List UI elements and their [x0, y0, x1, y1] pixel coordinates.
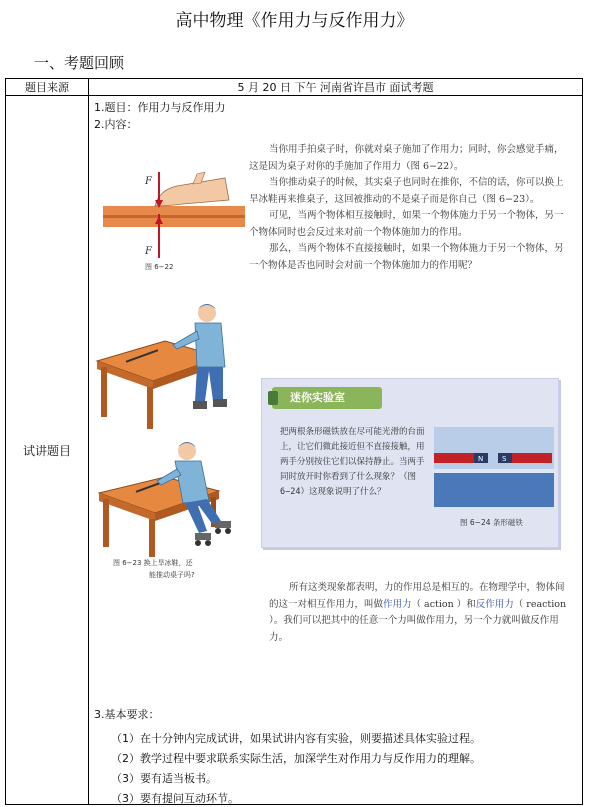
- conclusion-part-3: （ reaction ）。我们可以把其中的任意一个力叫做作用力，另一个力就叫做反作用力。: [269, 598, 567, 643]
- mini-lab-text: 把两根条形磁铁放在尽可能光滑的台面上，让它们微此接近但不直接接触，用两手分别按住它们以保持静止。当两手同时放开时你看到了什么现象？（图 6−24）这现象说明了什么？: [280, 427, 425, 497]
- bar-magnets-illustration: [434, 427, 554, 507]
- requirement-3: （3）要有适当板书。: [111, 772, 217, 785]
- mini-lab-icon: [268, 391, 278, 405]
- paragraph-3: 可见，当两个物体相互接触时，如果一个物体施力于另一个物体，另一个物体同时也会反过来对前一个物体施加力的作用。: [249, 210, 564, 238]
- header-source-value: 5 月 20 日 下午 河南省许昌市 面试考题: [89, 79, 583, 96]
- figure-6-23-skates-bottom: [95, 441, 245, 559]
- textbook-paragraphs: [249, 142, 569, 274]
- figure-6-22: [97, 156, 245, 276]
- requirement-2: （2）教学过程中要求联系实际生活，加深学生对作用力与反作用力的理解。: [111, 752, 481, 765]
- figure-6-22-caption: 图 6−22: [145, 263, 174, 271]
- figure-6-24: [434, 427, 554, 507]
- term-reaction: 反作用力: [475, 598, 514, 610]
- paragraph-1: 当你用手拍桌子时，你就对桌子施加了作用力；同时，你会感觉手痛，这是因为桌子对你的手施加了作用力（图 6−22）。: [249, 144, 564, 172]
- term-action: 作用力: [383, 598, 412, 610]
- document-title: 高中物理《作用力与反作用力》: [175, 11, 414, 31]
- item-2-content-label: 2.内容：: [94, 118, 138, 131]
- requirement-1: （1）在十分钟内完成试讲，如果试讲内容有实验，则要描述具体实验过程。: [111, 732, 481, 745]
- figure-6-23-push-top: [95, 301, 245, 431]
- paragraph-4: 那么，当两个物体不直接接触时，如果一个物体施力于另一个物体，另一个物体是否也同时会对前一个物体施加力的作用呢？: [249, 243, 564, 271]
- table-content-row: [6, 96, 583, 805]
- force-label-top: F: [145, 176, 152, 187]
- boy-on-skates-illustration: [95, 441, 245, 559]
- item-1-title: 1.题目：作用力与反作用力: [94, 101, 226, 114]
- header-source-label: 题目来源: [6, 79, 89, 96]
- magnet-north-label: N: [478, 455, 484, 463]
- mini-lab-title: 迷你实验室: [272, 387, 382, 409]
- mini-lab-box: [261, 378, 559, 548]
- item-3-requirements-label: 3.基本要求：: [94, 708, 160, 721]
- boy-pushing-table-illustration: [95, 301, 245, 431]
- row-label-topic: 试讲题目: [6, 96, 89, 805]
- conclusion-part-2: （ action ）和: [411, 598, 476, 610]
- hand-on-board-illustration: [97, 156, 245, 276]
- magnet-south-label: S: [502, 455, 507, 463]
- section-heading: 一、考题回顾: [34, 54, 125, 72]
- conclusion-part-1: 所有这类现象都表明，力的作用总是相互的。在物理学中，物体间的这一对相互作用力，叫做: [269, 582, 565, 610]
- figure-6-23-caption-line1: 图 6−23 换上旱冰鞋，还: [113, 559, 193, 567]
- figure-6-23-caption-line2: 能推动桌子吗?: [149, 571, 195, 579]
- exam-table: [5, 78, 583, 805]
- content-cell: [89, 96, 583, 805]
- table-header-row: [6, 79, 583, 96]
- force-label-bottom: F: [145, 246, 152, 257]
- requirement-4: （3）要有提问互动环节。: [111, 792, 239, 805]
- figure-6-24-caption: 图 6−24 条形磁铁: [460, 518, 523, 527]
- paragraph-2: 当你推动桌子的时候，其实桌子也同时在推你，不信的话，你可以换上旱冰鞋再来推桌子，这回被推动的不是桌子而是你自己（图 6−23）。: [249, 177, 564, 205]
- conclusion-paragraph: [269, 580, 569, 646]
